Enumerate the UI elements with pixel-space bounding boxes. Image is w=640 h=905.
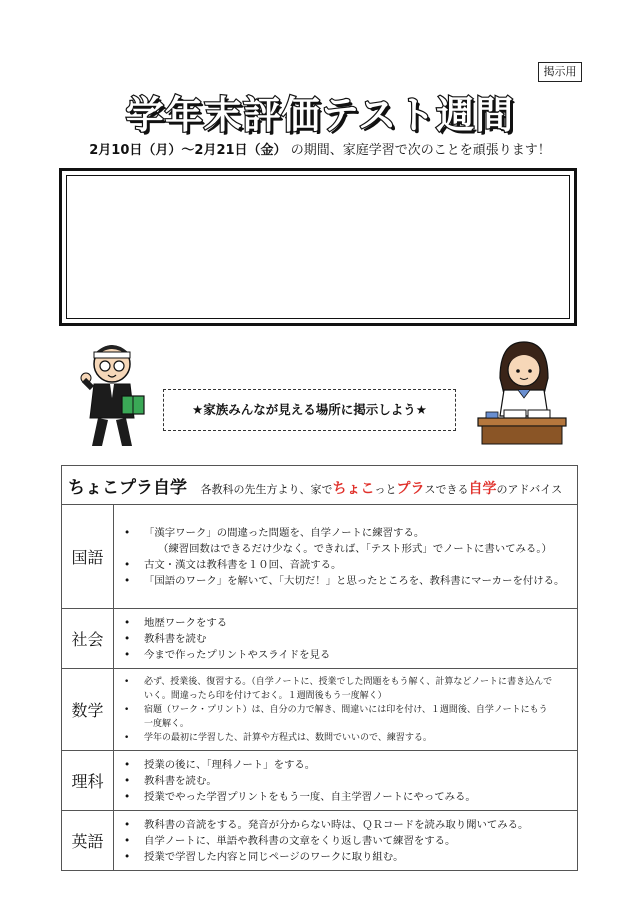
student-at-desk-illustration: [474, 336, 570, 446]
subject-items: [114, 811, 578, 871]
student-with-book-illustration: [72, 338, 154, 450]
goal-writing-box[interactable]: [59, 168, 577, 326]
header-desc-post: のアドバイス: [496, 482, 563, 496]
list-item: • 学年の最初に学習した、計算や方程式は、数問でいいので、練習する。: [118, 731, 573, 745]
advice-table: [61, 465, 578, 871]
period-description: の期間、家庭学習で次のことを頑張ります！: [290, 143, 551, 158]
list-item: • 「漢字ワーク」の間違った問題を、自学ノートに練習する。: [118, 525, 573, 541]
list-item: • 授業で学習した内容と同じページのワークに取り組む。: [118, 849, 573, 865]
list-item: • 必ず、授業後、復習する。（自学ノートに、授業でした問題をもう解く、計算などノートに書き込んで: [118, 675, 573, 689]
header-jigaku: 自学: [468, 480, 497, 497]
page-title: 学年末評価テスト週間: [125, 93, 515, 137]
subject-name: 理科: [62, 751, 114, 811]
subject-row-social: [62, 609, 578, 669]
list-item: • 授業の後に、「理科ノート」をする。: [118, 757, 573, 773]
list-item: 一度解く。: [144, 718, 189, 729]
posting-notice: ★家族みんなが見える場所に掲示しよう★: [163, 389, 456, 431]
list-item: • 地歴ワークをする: [118, 615, 573, 631]
subject-items: [114, 609, 578, 669]
subject-row-english: [62, 811, 578, 871]
period-line: [0, 139, 640, 158]
list-item: （練習回数はできるだけ少なく。できれば、「テスト形式」でノートに書いてみる。）: [158, 542, 552, 555]
table-header-cell: [62, 466, 578, 505]
list-item: • 授業でやった学習プリントをもう一度、自主学習ノートにやってみる。: [118, 789, 573, 805]
header-choko: ちょこ: [332, 480, 375, 497]
subject-row-japanese: [62, 505, 578, 609]
list-item: • 古文・漢文は教科書を１０回、音読する。: [118, 557, 573, 573]
posting-label: 掲示用: [538, 62, 582, 82]
subject-items: [114, 669, 578, 751]
subject-items: [114, 751, 578, 811]
period-start: 2月10日（月）: [89, 143, 182, 158]
list-item: • 教科書の音読をする。発音が分からない時は、ＱＲコードを読み取り聞いてみる。: [118, 817, 573, 833]
header-pura: プラ: [396, 480, 425, 497]
header-to: っと: [374, 482, 397, 496]
list-item: • 教科書を読む: [118, 631, 573, 647]
list-item: • 今まで作ったプリントやスライドを見る: [118, 647, 573, 663]
period-end: 2月21日（金）: [194, 143, 287, 158]
list-item: • 自学ノートに、単語や教科書の文章をくり返し書いて練習をする。: [118, 833, 573, 849]
header-desc-pre: 各教科の先生方より、家で: [200, 482, 333, 496]
subject-items: [114, 505, 578, 609]
subject-name: 英語: [62, 811, 114, 871]
brand-title: ちょこプラ自学: [68, 477, 187, 498]
subject-row-math: [62, 669, 578, 751]
subject-name: 社会: [62, 609, 114, 669]
subject-name: 国語: [62, 505, 114, 609]
list-item: • 教科書を読む。: [118, 773, 573, 789]
subject-row-science: [62, 751, 578, 811]
list-item: • 「国語のワーク」を解いて、「大切だ！」と思ったところを、教科書にマーカーを付ける。: [118, 573, 573, 589]
list-item: • 宿題（ワーク・プリント）は、自分の力で解き、間違いには印を付け、１週間後、自学ノートにもう: [118, 703, 573, 717]
list-item: いく。間違ったら印を付けておく。１週間後もう一度解く）: [144, 690, 387, 701]
subject-name: 数学: [62, 669, 114, 751]
goal-writing-box-inner: [66, 175, 570, 319]
header-dekiru: スできる: [424, 482, 469, 496]
table-header-row: [62, 466, 578, 505]
period-separator: ～: [181, 143, 195, 158]
